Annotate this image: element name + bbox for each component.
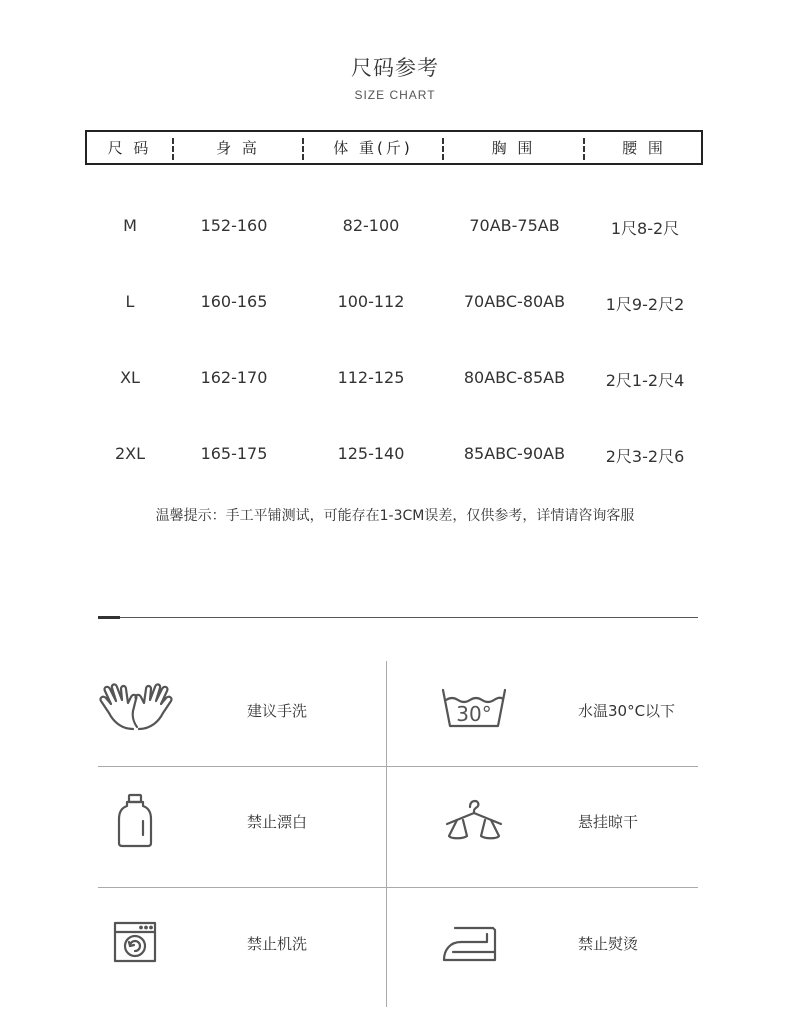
col-header-height: 身 高	[216, 139, 260, 157]
cell-height: 162-170	[200, 368, 268, 387]
measurement-tip: 温馨提示：手工平铺测试，可能存在1-3CM误差，仅供参考，详情请咨询客服	[155, 508, 635, 524]
size-chart-subtitle: SIZE CHART	[354, 88, 436, 102]
col-header-chest: 胸 围	[491, 139, 536, 157]
cell-size: 2XL	[114, 444, 146, 463]
table-row	[0, 444, 790, 468]
section-divider	[98, 617, 698, 618]
table-row	[0, 216, 790, 240]
cell-waist: 1尺9-2尺2	[605, 295, 685, 314]
col-header-size: 尺 码	[107, 139, 152, 157]
wash-temperature-text: 30°	[456, 702, 492, 726]
cell-waist: 2尺1-2尺4	[605, 371, 685, 390]
care-label: 水温30°C以下	[578, 702, 676, 720]
care-label: 建议手洗	[247, 702, 308, 720]
hang-dry-icon	[445, 798, 503, 844]
cell-size: L	[125, 292, 135, 311]
col-header-waist: 腰 围	[622, 139, 666, 157]
cell-waist: 1尺8-2尺	[610, 219, 680, 238]
care-grid-vertical-line	[386, 661, 387, 1007]
cell-weight: 82-100	[342, 216, 400, 235]
no-bleach-icon	[116, 793, 154, 849]
cell-waist: 2尺3-2尺6	[605, 447, 685, 466]
cell-weight: 125-140	[337, 444, 405, 463]
care-label: 禁止熨烫	[578, 935, 639, 953]
table-row	[0, 368, 790, 392]
wash-30-icon	[440, 686, 508, 730]
hand-wash-icon	[97, 683, 175, 733]
section-divider-accent	[98, 616, 120, 619]
care-label: 禁止机洗	[247, 935, 308, 953]
cell-height: 165-175	[200, 444, 268, 463]
cell-height: 160-165	[200, 292, 268, 311]
cell-chest: 80ABC-85AB	[463, 368, 566, 387]
cell-weight: 112-125	[337, 368, 405, 387]
no-iron-icon	[441, 924, 499, 964]
cell-chest: 85ABC-90AB	[463, 444, 566, 463]
care-label: 悬挂晾干	[578, 813, 639, 831]
size-chart-title: 尺码参考	[351, 56, 439, 80]
cell-height: 152-160	[200, 216, 268, 235]
table-header	[85, 130, 703, 165]
cell-size: XL	[120, 368, 140, 387]
col-header-weight: 体 重(斤)	[333, 139, 413, 157]
no-machine-wash-icon	[112, 920, 158, 964]
table-row	[0, 292, 790, 316]
cell-size: M	[123, 216, 137, 235]
cell-weight: 100-112	[337, 292, 405, 311]
care-grid-horizontal-line	[98, 766, 698, 767]
cell-chest: 70AB-75AB	[469, 216, 560, 235]
care-grid-horizontal-line	[98, 887, 698, 888]
care-label: 禁止漂白	[247, 813, 308, 831]
cell-chest: 70ABC-80AB	[463, 292, 566, 311]
